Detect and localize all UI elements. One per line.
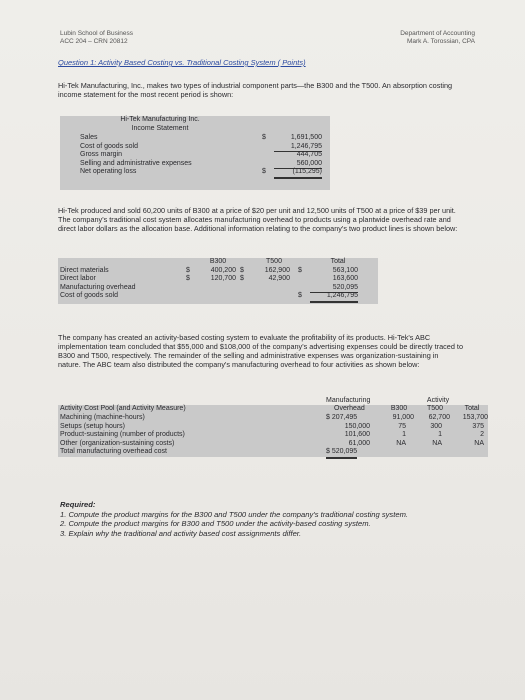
col-activity-total: Total — [464, 405, 480, 412]
activity-row-total-overhead: Total manufacturing overhead cost $ 520,095 — [58, 448, 488, 457]
col-b300: B300 — [209, 258, 227, 265]
head-activity: Activity — [426, 397, 450, 404]
cost-row-cogs: Cost of goods sold $ 1,246,795 — [58, 292, 378, 301]
required-section — [60, 500, 460, 538]
required-item-2: 2. Compute the product margins for B300 and T500 under the activity-based costing system. — [60, 519, 371, 528]
header-right — [400, 30, 475, 46]
cost-row-direct-labor: Direct labor $ 120,700 $ 42,900 163,600 — [60, 275, 358, 282]
question-title: Question 1: Activity Based Costing vs. Traditional Costing System ( Points) — [58, 58, 306, 67]
header-left — [60, 30, 133, 46]
income-row-sales: Sales $ 1,691,500 — [80, 134, 322, 141]
activity-table — [58, 397, 488, 477]
col-total: Total — [330, 258, 346, 265]
income-row-selling-admin: Selling and administrative expenses 560,000 — [60, 160, 330, 169]
activity-row-machining: Machining (machine-hours) $ 207,495 91,000 62,700 153,700 — [60, 414, 488, 421]
intro-paragraph: Hi-Tek Manufacturing, Inc., makes two types of industrial component parts—the B300 and the T500. An absorption costing income statement for the most recent period is shown: — [58, 81, 453, 99]
required-item-1: 1. Compute the product margins for the B300 and T500 under the company's traditional costing system. — [60, 509, 408, 519]
col-t500: T500 — [266, 258, 282, 265]
required-heading: Required: — [60, 500, 96, 509]
col-activity-b300: B300 — [390, 405, 408, 412]
activity-row-product-sustaining: Product-sustaining (number of products) 101,600 1 1 2 — [58, 431, 488, 440]
col-activity-pool: Activity Cost Pool (and Activity Measure) — [60, 405, 186, 412]
cost-table-header — [58, 258, 378, 267]
abc-paragraph: The company has created an activity-based costing system to evaluate the profitability of its products. Hi-Tek's ABC implementation team concluded that $55,000 and $108,000 of the company's advertising expenses could be directly traced to B300 and T500, respectively. The remainder of the selling and administrative expenses was organization-sustaining in nature. The ABC team also distributed the company's manufacturing overhead to four activities as shown below: — [58, 333, 464, 369]
production-paragraph: Hi-Tek produced and sold 60,200 units of B300 at a price of $20 per unit and 12,500 units of T500 at a price of $39 per unit. The company's traditional cost system allocates manufacturing overhead to products using a plantwide overhead rate and direct labor dollars as the allocation base. Additional information relating to the company's two product lines is shown below: — [58, 206, 458, 233]
income-row-net-loss: Net operating loss $ (115,295) — [60, 168, 330, 177]
income-statement-company: Hi-Tek Manufacturing Inc. — [120, 116, 200, 123]
head-manufacturing: Manufacturing — [326, 397, 371, 404]
head-overhead: Overhead — [334, 405, 365, 412]
income-row-gross-margin: Gross margin 444,705 — [80, 151, 322, 158]
department-name: Department of Accounting — [400, 30, 475, 37]
professor-name: Mark A. Torossian, CPA — [406, 38, 475, 45]
school-name: Lubin School of Business — [60, 30, 133, 37]
cost-row-manufacturing-overhead: Manufacturing overhead 520,095 — [58, 284, 378, 293]
income-statement-title: Income Statement — [131, 125, 189, 132]
income-statement — [60, 116, 330, 190]
activity-row-setups: Setups (setup hours) 150,000 75 300 375 — [58, 423, 488, 432]
course-code: ACC 204 – CRN 20812 — [60, 38, 128, 45]
activity-table-header — [58, 405, 488, 414]
activity-row-other: Other (organization-sustaining costs) 61,000 NA NA NA — [58, 440, 488, 449]
required-item-3: 3. Explain why the traditional and activity based cost assignments differ. — [60, 528, 302, 538]
cost-row-direct-materials: Direct materials $ 400,200 $ 162,900 $ 563,100 — [60, 266, 358, 274]
income-row-cogs: Cost of goods sold 1,246,795 — [60, 143, 330, 152]
col-activity-t500: T500 — [427, 405, 443, 412]
cost-table — [58, 258, 378, 304]
